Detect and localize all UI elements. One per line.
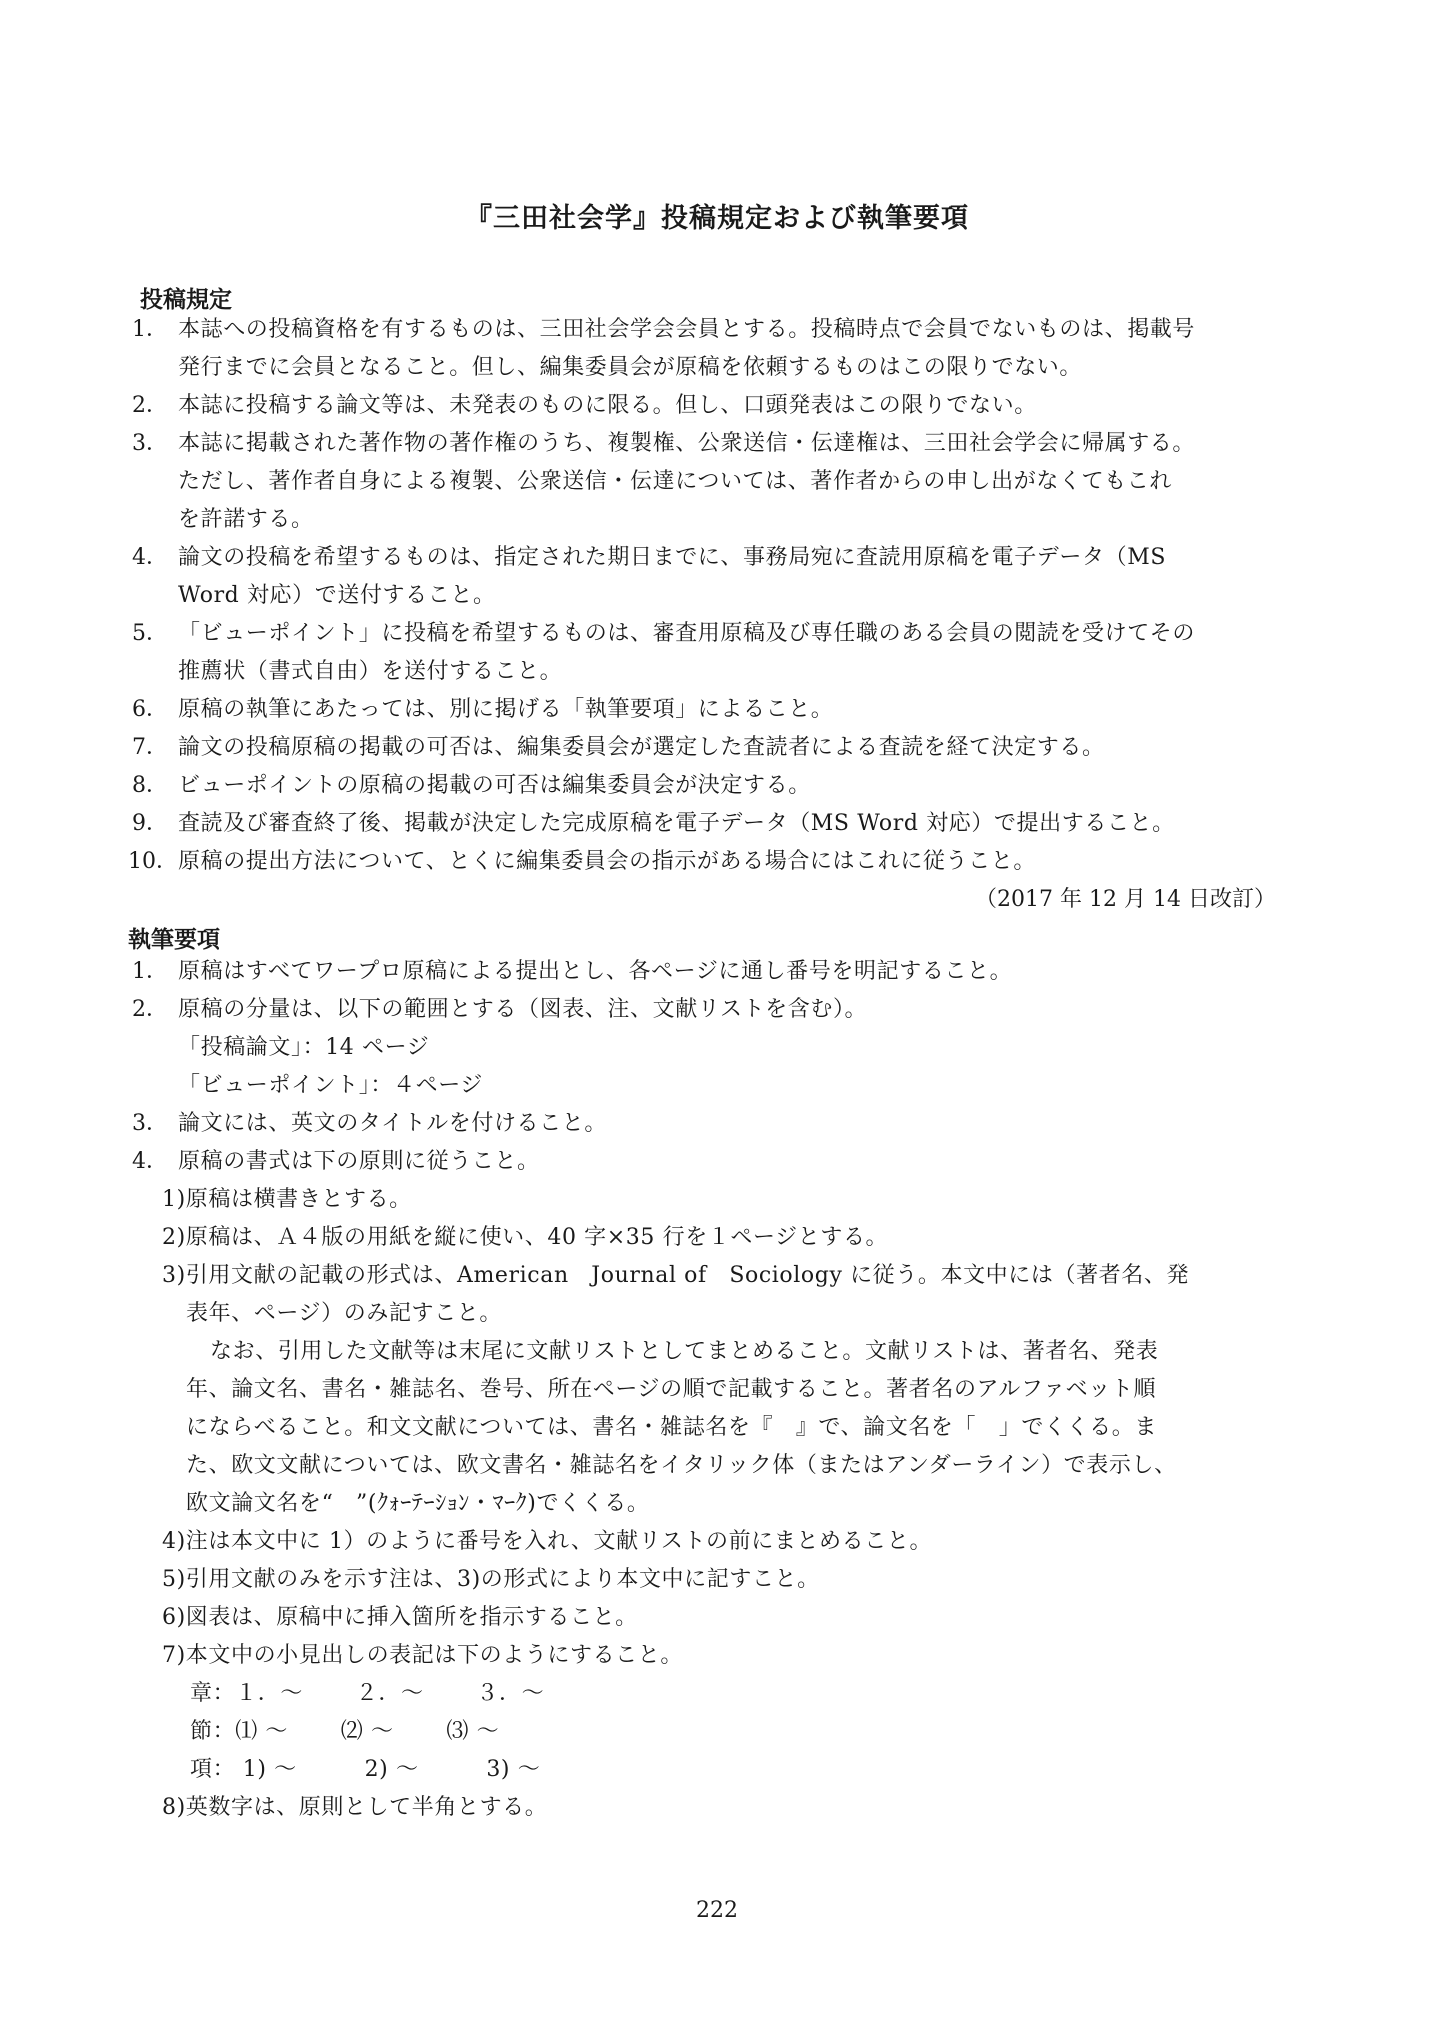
sub-item: 7)本文中の小見出しの表記は下のようにすること。	[162, 1643, 683, 1668]
rule-text: 査読及び審査終了後、掲載が決定した完成原稿を電子データ（MS Word 対応）で提出すること。	[178, 811, 1175, 836]
rule-text: ただし、著作者自身による複製、公衆送信・伝達については、著作者からの申し出がなくてもこれ	[178, 469, 1172, 494]
rule-number: 8．	[132, 773, 168, 798]
section-heading-guidelines: 執筆要項	[128, 927, 220, 953]
sub-item: 5)引用文献のみを示す注は、3)の形式により本文中に記すこと。	[162, 1567, 820, 1592]
guideline-text: 論文には、英文のタイトルを付けること。	[178, 1111, 607, 1136]
guideline-text: 原稿の分量は、以下の範囲とする（図表、注、文献リストを含む）。	[178, 997, 868, 1022]
sub-item: た、欧文文献については、欧文書名・雑誌名をイタリック体（またはアンダーライン）で表示し、	[186, 1453, 1177, 1478]
sub-item: 年、論文名、書名・雑誌名、巻号、所在ページの順で記載すること。著者名のアルファベット順	[186, 1377, 1157, 1402]
rule-text: 本誌への投稿資格を有するものは、三田社会学会会員とする。投稿時点で会員でないものは、掲載号	[178, 317, 1196, 342]
section-heading-submission: 投稿規定	[140, 287, 232, 313]
sub-item: 4)注は本文中に 1）のように番号を入れ、文献リストの前にまとめること。	[162, 1529, 933, 1554]
guideline-number: 3．	[132, 1111, 168, 1136]
rule-number: 1．	[132, 317, 168, 342]
sub-item: にならべること。和文文献については、書名・雑誌名を『 』で、論文名を「 」でくくる。ま	[186, 1415, 1157, 1440]
guideline-text: 原稿はすべてワープロ原稿による提出とし、各ページに通し番号を明記すること。	[178, 959, 1013, 984]
rule-number: 3．	[132, 431, 168, 456]
sub-item: 8)英数字は、原則として半角とする。	[162, 1795, 548, 1820]
heading-format-section: 節：⑴ ～ ⑵ ～ ⑶ ～	[190, 1719, 500, 1744]
guideline-number: 2．	[132, 997, 168, 1022]
page-number: 222	[696, 1898, 738, 1923]
rule-text: 推薦状（書式自由）を送付すること。	[178, 659, 563, 684]
rule-number: 4．	[132, 545, 168, 570]
guideline-text: 「ビューポイント」：４ページ	[178, 1073, 483, 1098]
rule-text: 本誌に掲載された著作物の著作権のうち、複製権、公衆送信・伝達権は、三田社会学会に帰属する。	[178, 431, 1196, 456]
sub-item: 2)原稿は、Ａ４版の用紙を縦に使い、40 字×35 行を１ページとする。	[162, 1225, 889, 1250]
sub-item: 表年、ページ）のみ記すこと。	[186, 1301, 502, 1326]
rule-number: 6．	[132, 697, 168, 722]
rule-text: を許諾する。	[178, 507, 314, 532]
rule-number: 10．	[128, 849, 178, 874]
rule-text: 論文の投稿原稿の掲載の可否は、編集委員会が選定した査読者による査読を経て決定する。	[178, 735, 1105, 760]
heading-format-item: 項： 1) ～ 2) ～ 3) ～	[190, 1757, 541, 1782]
page-title: 『三田社会学』投稿規定および執筆要項	[465, 203, 969, 234]
guideline-text: 「投稿論文」：14 ページ	[178, 1035, 430, 1060]
sub-item: 6)図表は、原稿中に挿入箇所を指示すること。	[162, 1605, 638, 1630]
rule-text: 本誌に投稿する論文等は、未発表のものに限る。但し、口頭発表はこの限りでない。	[178, 393, 1037, 418]
rule-text: 原稿の提出方法について、とくに編集委員会の指示がある場合にはこれに従うこと。	[178, 849, 1036, 874]
rule-text: 発行までに会員となること。但し、編集委員会が原稿を依頼するものはこの限りでない。	[178, 355, 1083, 380]
rule-text: 原稿の執筆にあたっては、別に掲げる「執筆要項」によること。	[178, 697, 834, 722]
rule-text: 論文の投稿を希望するものは、指定された期日までに、事務局宛に査読用原稿を電子データ（MS	[178, 545, 1167, 570]
rule-number: 9．	[132, 811, 168, 836]
guideline-number: 1．	[132, 959, 168, 984]
revision-date: （2017 年 12 月 14 日改訂）	[975, 887, 1276, 912]
rule-number: 7．	[132, 735, 168, 760]
heading-format-chapter: 章：１．～ ２．～ ３．～	[190, 1681, 545, 1706]
rule-number: 2．	[132, 393, 168, 418]
rule-text: ビューポイントの原稿の掲載の可否は編集委員会が決定する。	[178, 773, 811, 798]
sub-item: 3)引用文献の記載の形式は、American Journal of Sociology に従う。本文中には（著者名、発	[162, 1263, 1190, 1288]
sub-item: 1)原稿は横書きとする。	[162, 1187, 412, 1212]
guideline-text: 原稿の書式は下の原則に従うこと。	[178, 1149, 540, 1174]
rule-text: Word 対応）で送付すること。	[178, 583, 496, 608]
rule-number: 5．	[132, 621, 168, 646]
rule-text: 「ビューポイント」に投稿を希望するものは、審査用原稿及び専任職のある会員の閲読を受けてその	[178, 621, 1196, 646]
sub-item: なお、引用した文献等は末尾に文献リストとしてまとめること。文献リストは、著者名、発表	[210, 1339, 1159, 1364]
sub-item: 欧文論文名を“ ”(ｸｫｰﾃｰｼｮﾝ・ﾏｰｸ)でくくる。	[186, 1491, 650, 1516]
guideline-number: 4．	[132, 1149, 168, 1174]
